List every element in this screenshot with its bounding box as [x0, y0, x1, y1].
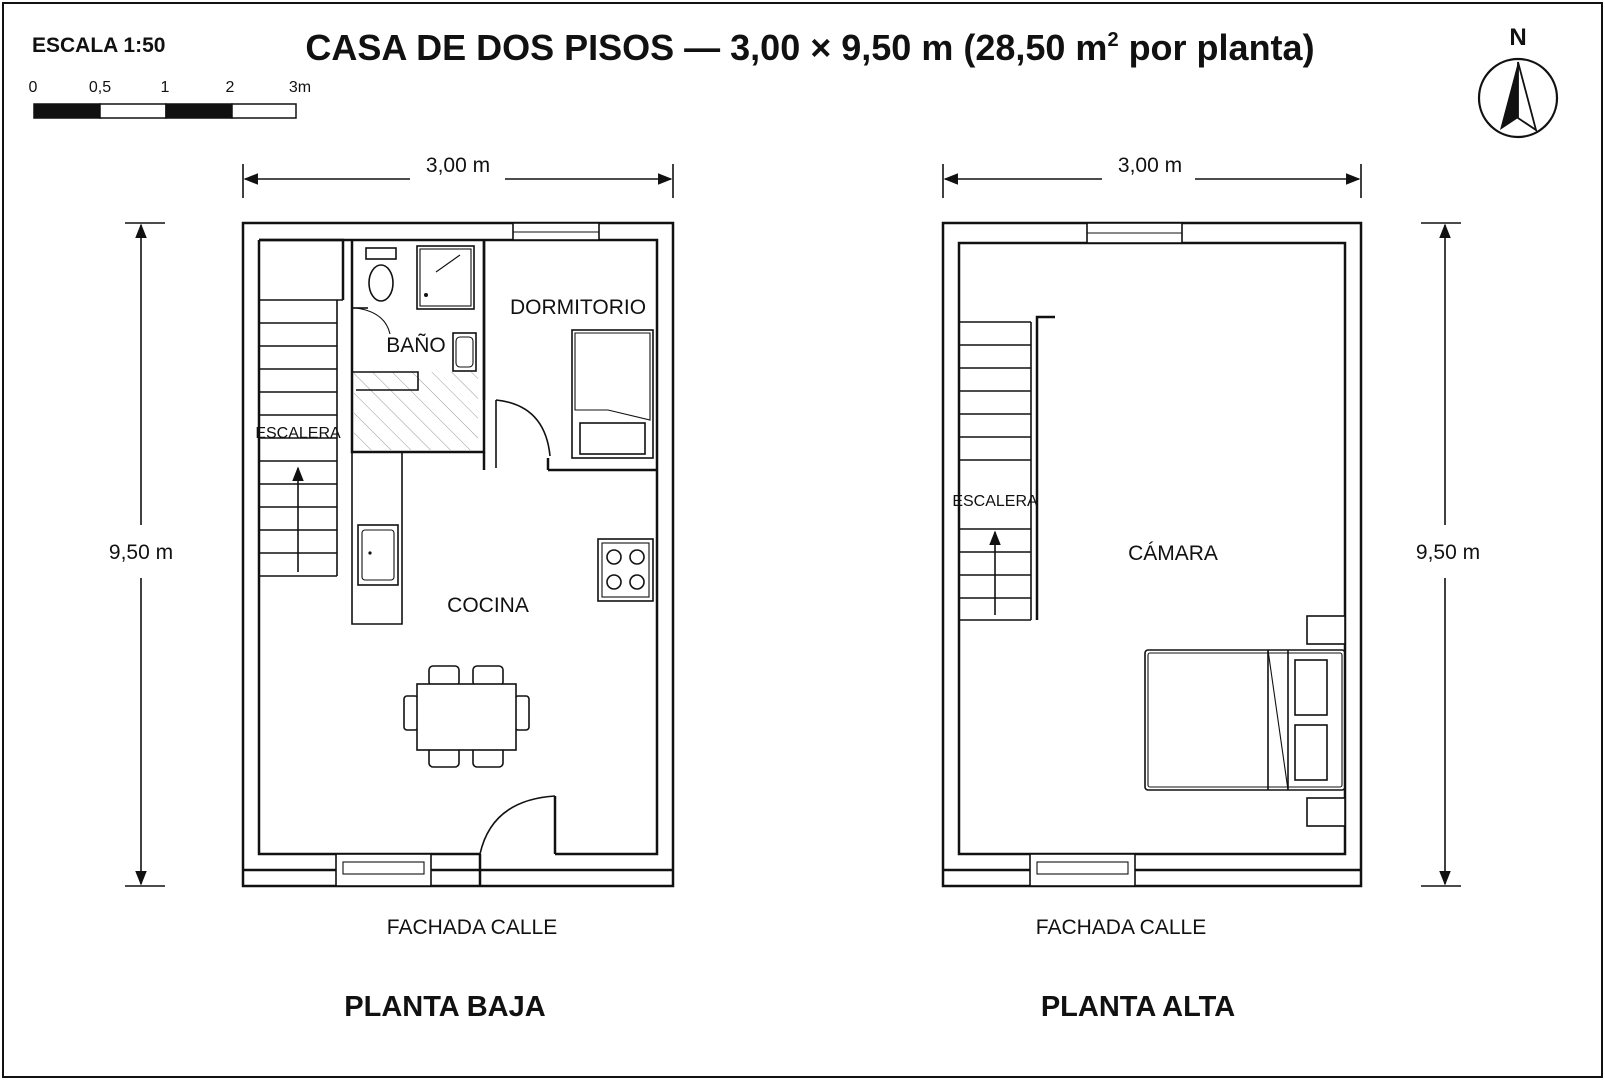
- kitchen-label: COCINA: [447, 594, 529, 617]
- upper-plan-title: PLANTA ALTA: [1040, 991, 1236, 1023]
- ground-depth-label: 9,50 m: [108, 541, 174, 564]
- upper-floor-plan: [943, 154, 1480, 1023]
- ground-plan-title: PLANTA BAJA: [344, 991, 546, 1023]
- scale-label: ESCALA 1:50: [32, 34, 166, 57]
- upper-stairs-label: ESCALERA: [952, 493, 1038, 510]
- chamber-label: CÁMARA: [1128, 542, 1218, 565]
- scale-tick-2: 1: [160, 79, 170, 96]
- upper-stairs: [952, 317, 1055, 620]
- bathroom: [352, 240, 484, 452]
- ground-stairs: [255, 240, 343, 576]
- scale-tick-0: 0: [28, 79, 38, 96]
- north-arrow-icon: [1479, 24, 1557, 137]
- scale-tick-4: 3m: [288, 79, 312, 96]
- dining-table: [404, 666, 529, 767]
- ground-width-label: 3,00 m: [425, 154, 491, 177]
- upper-width-label: 3,00 m: [1117, 154, 1183, 177]
- ground-facade-label: FACHADA CALLE: [386, 916, 558, 939]
- scale-tick-3: 2: [225, 79, 235, 96]
- upper-depth-label: 9,50 m: [1415, 541, 1481, 564]
- bathroom-label: BAÑO: [386, 334, 446, 357]
- bedroom: [484, 240, 657, 470]
- scale-tick-1: 0,5: [88, 79, 112, 96]
- scale-bar: [29, 34, 312, 118]
- drawing-title: CASA DE DOS PISOS — 3,00 × 9,50 m (28,50 $m^2$ por planta): [305, 27, 1315, 68]
- ground-floor-plan: [109, 154, 673, 1023]
- double-bed: [1145, 616, 1345, 826]
- upper-facade-label: FACHADA CALLE: [1035, 916, 1207, 939]
- kitchen: [352, 452, 653, 624]
- bedroom-label: DORMITORIO: [509, 296, 647, 319]
- north-label: N: [1509, 24, 1527, 51]
- ground-stairs-label: ESCALERA: [255, 425, 341, 442]
